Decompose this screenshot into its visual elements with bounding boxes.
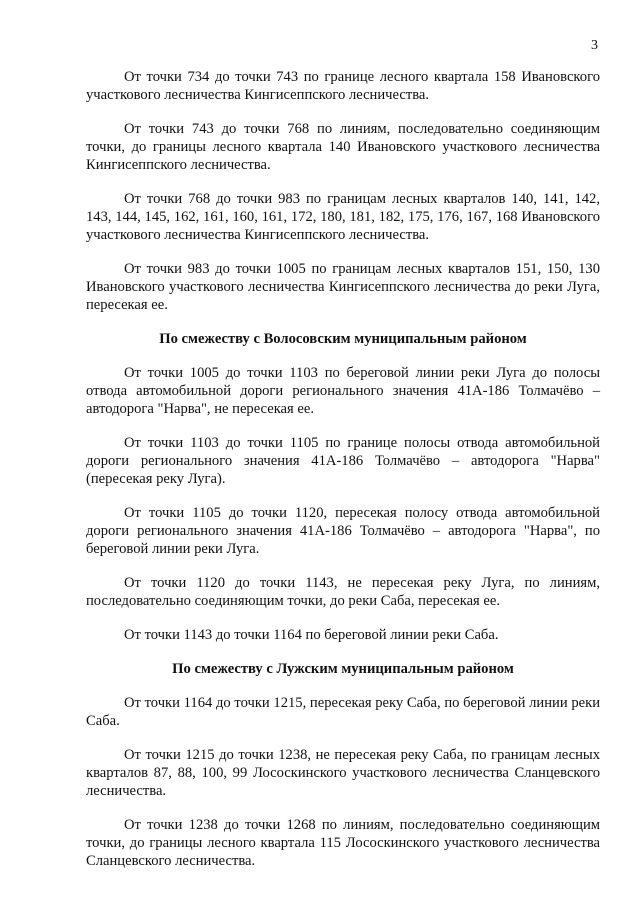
paragraph: От точки 768 до точки 983 по границам лесных кварталов 140, 141, 142, 143, 144, 145, 162, 161, 160, 161, 172, 180, 181, 182, 175, 176, 167, 168 Ивановского участкового лесничества Кингисеппского лесничества.	[86, 191, 600, 243]
paragraph: От точки 1215 до точки 1238, не пересекая реку Саба, по границам лесных кварталов 87, 88, 100, 99 Лососкинского участкового лесничества Сланцевского лесничества.	[86, 747, 600, 799]
page-number: 3	[591, 38, 598, 53]
paragraph: От точки 1120 до точки 1143, не пересекая реку Луга, по линиям, последовательно соединяющим точки, до реки Саба, пересекая ее.	[86, 575, 600, 609]
paragraph: От точки 1103 до точки 1105 по границе полосы отвода автомобильной дороги регионального значения 41А-186 Толмачёво – автодорога "Нарва" (пересекая реку Луга).	[86, 435, 600, 487]
section-heading-volosovsky: По смежеству с Волосовским муниципальным районом	[159, 331, 527, 347]
paragraph: От точки 1164 до точки 1215, пересекая реку Саба, по береговой линии реки Саба.	[86, 695, 600, 729]
paragraph: От точки 734 до точки 743 по границе лесного квартала 158 Ивановского участкового лесничества Кингисеппского лесничества.	[86, 69, 600, 103]
paragraph: От точки 983 до точки 1005 по границам лесных кварталов 151, 150, 130 Ивановского участкового лесничества Кингисеппского лесничества до реки Луга, пересекая ее.	[86, 261, 600, 313]
paragraph: От точки 1105 до точки 1120, пересекая полосу отвода автомобильной дороги регионального значения 41А-186 Толмачёво – автодорога "Нарва", по береговой линии реки Луга.	[86, 505, 600, 557]
paragraph: От точки 1005 до точки 1103 по береговой линии реки Луга до полосы отвода автомобильной дороги регионального значения 41А-186 Толмачёво – автодорога "Нарва", не пересекая ее.	[86, 365, 600, 417]
document-body	[86, 68, 600, 886]
section-heading-luzhsky: По смежеству с Лужским муниципальным районом	[172, 661, 514, 677]
paragraph: От точки 743 до точки 768 по линиям, последовательно соединяющим точки, до границы лесного квартала 140 Ивановского участкового лесничества Кингисеппского лесничества.	[86, 121, 600, 173]
paragraph: От точки 1143 до точки 1164 по береговой линии реки Саба.	[124, 627, 499, 643]
paragraph: От точки 1238 до точки 1268 по линиям, последовательно соединяющим точки, до границы лесного квартала 115 Лососкинского участкового лесничества Сланцевского лесничества.	[86, 817, 600, 869]
